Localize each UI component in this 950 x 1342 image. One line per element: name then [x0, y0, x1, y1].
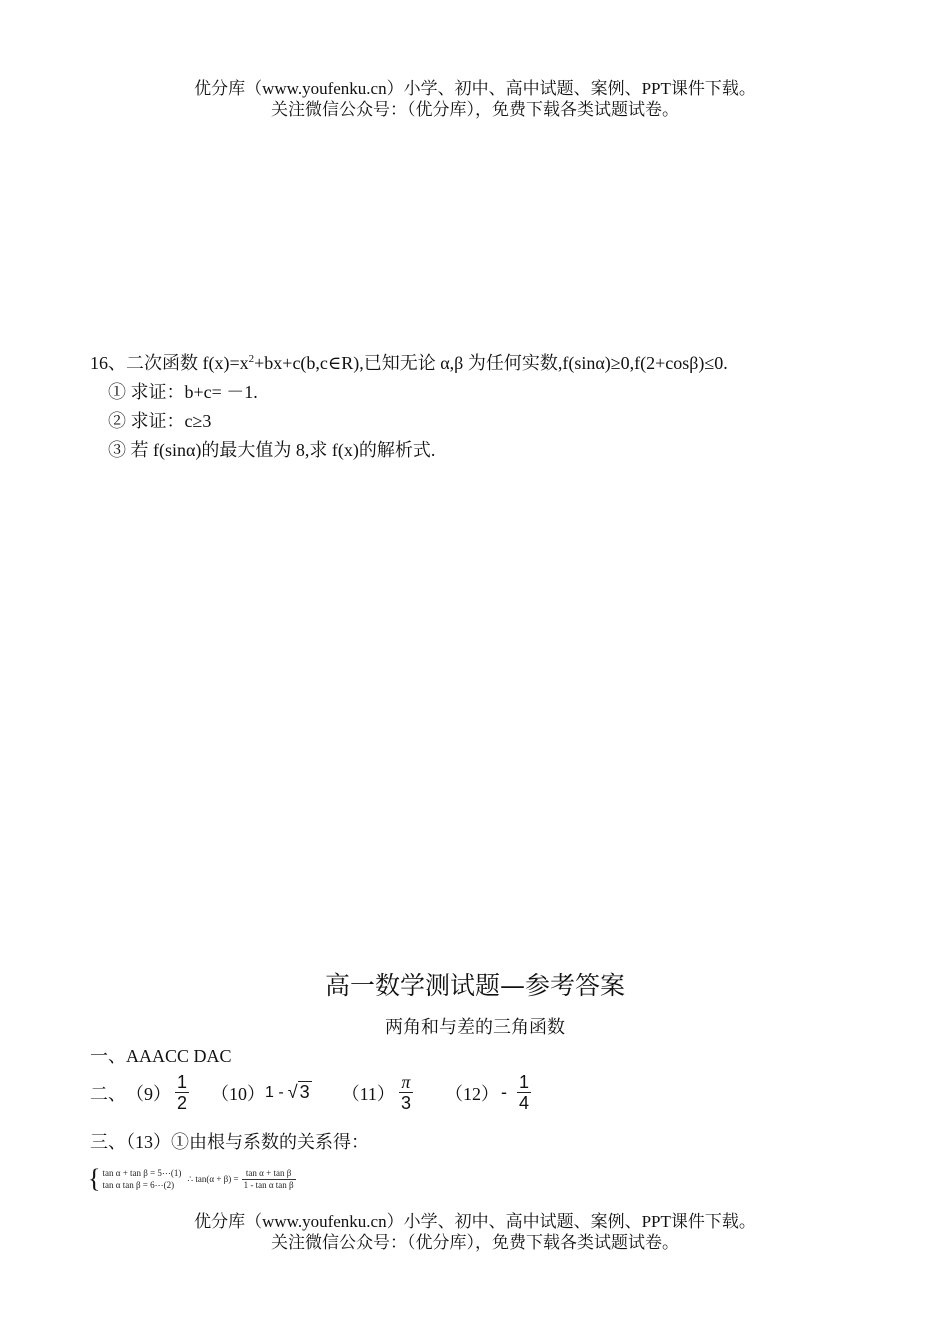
- formula-brace: {: [88, 1164, 101, 1193]
- answer-10-sqrt: √ 3: [287, 1082, 310, 1102]
- question-16-exponent: 2: [248, 353, 255, 365]
- question-16-stem-a: 16、二次函数 f(x)=x: [90, 353, 249, 373]
- question-16-stem-b: +bx+c(b,c∈R),已知无论 α,β 为任何实数,f(sinα)≥0,f(2+cosβ)≤0.: [254, 353, 728, 373]
- answers-subtitle: 两角和与差的三角函数: [385, 1017, 565, 1037]
- question-16-part-2: ② 求证：c≥3: [108, 411, 212, 431]
- formula-eq-2: tan α tan β = 6⋯(2): [102, 1180, 175, 1190]
- formula-system: [102, 1167, 181, 1191]
- formula-eq-1: tan α + tan β = 5⋯(1): [102, 1168, 182, 1178]
- answer-9-numerator: 1: [177, 1072, 188, 1092]
- formula-block: [88, 1166, 296, 1192]
- formula-denominator: 1 - tan α tan β: [243, 1179, 294, 1190]
- answers-title: 高一数学测试题—参考答案: [324, 971, 625, 1000]
- answer-12-fraction: [517, 1072, 531, 1113]
- formula-fraction: [242, 1168, 296, 1191]
- answer-9-denominator: 2: [177, 1093, 188, 1113]
- section-2-prefix: 二、: [90, 1083, 126, 1104]
- answer-12-numerator: 1: [518, 1072, 529, 1092]
- answer-10-prefix: 1 -: [265, 1083, 284, 1101]
- answers-section-2: [90, 1072, 535, 1113]
- question-16-part-3: ③ 若 f(sinα)的最大值为 8,求 f(x)的解析式.: [108, 440, 436, 460]
- formula-numerator: tan α + tan β: [242, 1168, 296, 1180]
- answer-11-fraction: [399, 1072, 413, 1113]
- answer-12-label: （12）: [444, 1083, 499, 1104]
- footer-line-2: 关注微信公众号：（优分库），免费下载各类试题试卷。: [271, 1233, 679, 1252]
- answer-9-label: （9）: [126, 1083, 171, 1104]
- footer-line-1: 优分库（www.youfenku.cn）小学、初中、高中试题、案例、PPT课件下载。: [194, 1212, 756, 1231]
- header-line-1: 优分库（www.youfenku.cn）小学、初中、高中试题、案例、PPT课件下载。: [194, 79, 756, 98]
- answers-section-3: 三、（13）①由根与系数的关系得：: [90, 1132, 369, 1152]
- header-line-2: 关注微信公众号：（优分库），免费下载各类试题试卷。: [271, 100, 679, 119]
- answer-9-fraction: [175, 1072, 189, 1113]
- answer-12-denominator: 4: [518, 1093, 529, 1113]
- answer-11-denominator: 3: [400, 1093, 411, 1113]
- answer-10-label: （10）: [211, 1083, 266, 1104]
- question-16-stem: [90, 352, 728, 374]
- answer-11-numerator: π: [399, 1072, 413, 1093]
- formula-therefore: ∴ tan(α + β) =: [187, 1174, 239, 1184]
- answers-section-1: 一、AAACC DAC: [90, 1046, 232, 1066]
- answer-10-radicand: 3: [299, 1082, 310, 1102]
- answer-11-label: （11）: [341, 1083, 395, 1104]
- question-16-part-1: ① 求证：b+c= －1.: [108, 382, 258, 402]
- answer-12-sign: -: [500, 1082, 507, 1102]
